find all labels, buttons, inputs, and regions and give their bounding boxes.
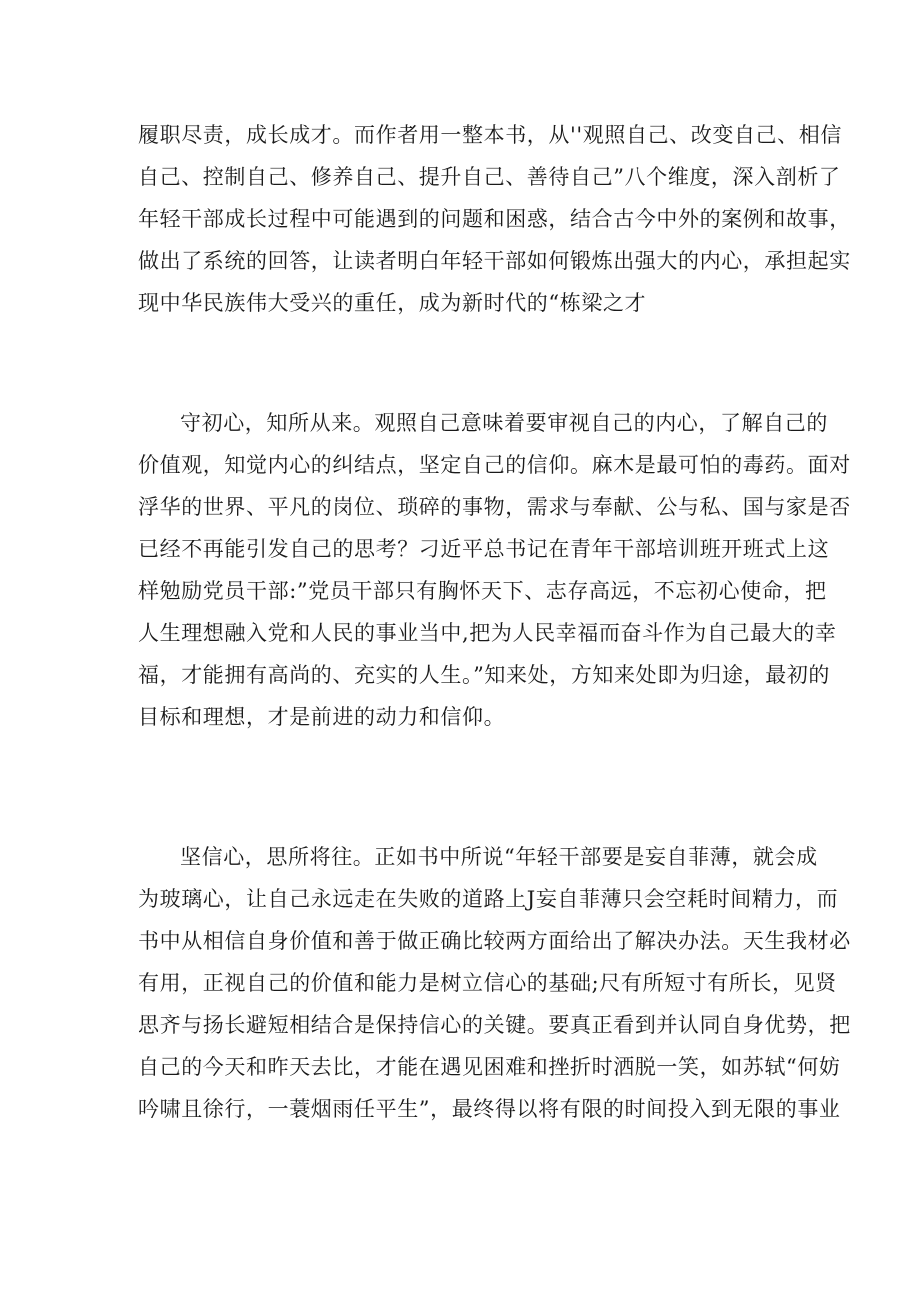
text-line: 坚信心，思所将往。正如书中所说“年轻干部要是妄自菲薄，就会成 <box>180 845 818 869</box>
text-line: 已经不再能引发自己的思考？刁近平总书记在青年干部培训班开班式上这 <box>138 537 830 561</box>
text-line: 履职尽责，成长成才。而作者用一整本书，从''观照自己、改变自己、相信 <box>138 123 842 147</box>
text-line: 年轻干部成长过程中可能遇到的问题和困惑，结合古今中外的案例和故事， <box>138 207 851 231</box>
text-line: 价值观，知觉内心的纠结点，坚定自己的信仰。麻木是最可怕的毒药。面对 <box>138 453 851 477</box>
text-line: 福，才能拥有高尚的、充实的人生。”知来处，方知来处即为归途，最初的 <box>138 663 831 687</box>
text-line: 自己的今天和昨天去比，才能在遇见困难和挫折时洒脱一笑，如苏轼“何妨 <box>138 1055 841 1079</box>
text-line: 现中华民族伟大受兴的重任，成为新时代的“栋梁之才 <box>138 291 647 315</box>
text-line: 书中从相信自身价值和善于做正确比较两方面给出了解决办法。天生我材必 <box>138 929 851 953</box>
text-line: 人生理想融入党和人民的事业当中,把为人民幸福而奋斗作为自己最大的幸 <box>138 621 837 645</box>
paragraph-1 <box>138 114 851 324</box>
text-line: 样勉励党员干部:”党员干部只有胸怀天下、志存高远，不忘初心使命，把 <box>138 579 827 603</box>
text-line: 思齐与扬长避短相结合是保持信心的关键。要真正看到并认同自身优势，把 <box>138 1013 851 1037</box>
text-line: 自己、控制自己、修养自己、提升自己、善待自己”八个维度，深入剖析了 <box>138 165 841 189</box>
paragraph-2 <box>138 402 851 738</box>
text-line: 浮华的世界、平凡的岗位、琐碎的事物，需求与奉献、公与私、国与家是否 <box>138 495 851 519</box>
text-line: 守初心，知所从来。观照自己意味着要审视自己的内心，了解自己的 <box>180 411 828 435</box>
text-line: 吟啸且徐行，一蓑烟雨任平生”，最终得以将有限的时间投入到无限的事业 <box>138 1097 841 1121</box>
text-line: 有用，正视自己的价值和能力是树立信心的基础;尺有所短寸有所长，见贤 <box>138 971 837 995</box>
text-line: 目标和理想，才是前进的动力和信仰。 <box>138 705 506 729</box>
paragraph-3 <box>138 836 851 1130</box>
text-line: 做出了系统的回答，让读者明白年轻干部如何锻炼出强大的内心，承担起实 <box>138 249 851 273</box>
text-line: 为玻璃心，让自己永远走在失败的道路上J妄自菲薄只会空耗时间精力，而 <box>138 887 839 911</box>
